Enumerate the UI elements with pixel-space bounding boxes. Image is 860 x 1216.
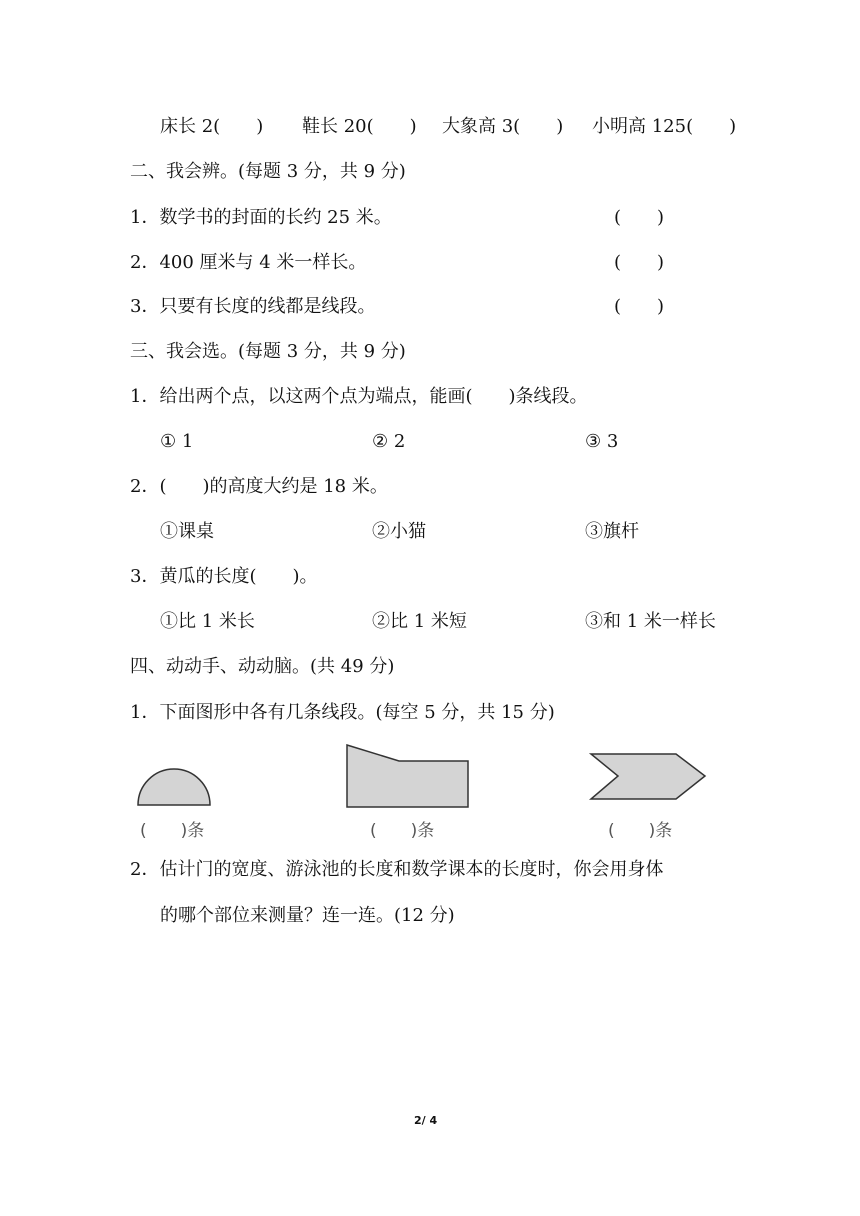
bed-length-item: 床长 2( ) — [160, 116, 264, 137]
hands-on-question-1 — [0, 698, 860, 728]
section3-heading-text: 三、我会选。(每题 3 分，共 9 分) — [130, 341, 406, 362]
question-text: 2．估计门的宽度、游泳池的长度和数学课本的长度时，你会用身体 — [130, 859, 664, 880]
semicircle-figure — [138, 769, 210, 805]
shoe-length-item: 鞋长 20( ) — [302, 116, 417, 137]
choice-options-2 — [0, 517, 860, 547]
figure-caption-2[interactable]: ( )条 — [370, 821, 435, 841]
answer-blank[interactable]: ( ) — [614, 296, 665, 317]
answer-blank[interactable]: ( ) — [614, 252, 665, 273]
xiaoming-height-item: 小明高 125( ) — [592, 116, 737, 137]
judge-item-text: 1．数学书的封面的长约 25 米。 — [130, 207, 392, 228]
option-3[interactable]: ③和 1 米一样长 — [585, 611, 716, 632]
section4-heading-text: 四、动动手、动动脑。(共 49 分) — [130, 656, 395, 677]
question-text-continued: 的哪个部位来测量？连一连。(12 分) — [160, 905, 455, 926]
option-2[interactable]: ② 2 — [372, 431, 406, 452]
page-number: 2/ 4 — [414, 1114, 438, 1127]
question-text: 1．给出两个点，以这两个点为端点，能画( )条线段。 — [130, 386, 588, 407]
figures-row — [130, 738, 730, 840]
choice-question-2 — [0, 472, 860, 502]
elephant-height-item: 大象高 3( ) — [442, 116, 564, 137]
option-1[interactable]: ①课桌 — [160, 521, 214, 542]
choice-question-1 — [0, 382, 860, 412]
option-3[interactable]: ③ 3 — [585, 431, 619, 452]
hands-on-question-2-line1 — [0, 855, 860, 885]
choice-options-1 — [0, 427, 860, 457]
trapezoid-rectangle-figure — [347, 745, 468, 807]
question-text: 3．黄瓜的长度( )。 — [130, 566, 318, 587]
judge-item-2 — [0, 248, 860, 278]
option-2[interactable]: ②小猫 — [372, 521, 426, 542]
section-heading-judge — [0, 157, 860, 187]
units-row — [0, 112, 860, 142]
section-heading-choose — [0, 337, 860, 367]
question-text: 1．下面图形中各有几条线段。(每空 5 分，共 15 分) — [130, 702, 555, 723]
choice-options-3 — [0, 607, 860, 637]
judge-item-1 — [0, 203, 860, 233]
option-1[interactable]: ① 1 — [160, 431, 194, 452]
judge-item-text: 3．只要有长度的线都是线段。 — [130, 296, 376, 317]
question-text: 2．( )的高度大约是 18 米。 — [130, 476, 388, 497]
figure-caption-1[interactable]: ( )条 — [140, 821, 205, 841]
section2-heading-text: 二、我会辨。(每题 3 分，共 9 分) — [130, 161, 406, 182]
arrow-chevron-figure — [591, 754, 705, 799]
section-heading-hands-on — [0, 652, 860, 682]
option-2[interactable]: ②比 1 米短 — [372, 611, 467, 632]
answer-blank[interactable]: ( ) — [614, 207, 665, 228]
hands-on-question-2-line2 — [0, 901, 860, 931]
figure-caption-3[interactable]: ( )条 — [608, 821, 673, 841]
judge-item-3 — [0, 292, 860, 322]
option-3[interactable]: ③旗杆 — [585, 521, 639, 542]
option-1[interactable]: ①比 1 米长 — [160, 611, 255, 632]
judge-item-text: 2．400 厘米与 4 米一样长。 — [130, 252, 367, 273]
choice-question-3 — [0, 562, 860, 592]
